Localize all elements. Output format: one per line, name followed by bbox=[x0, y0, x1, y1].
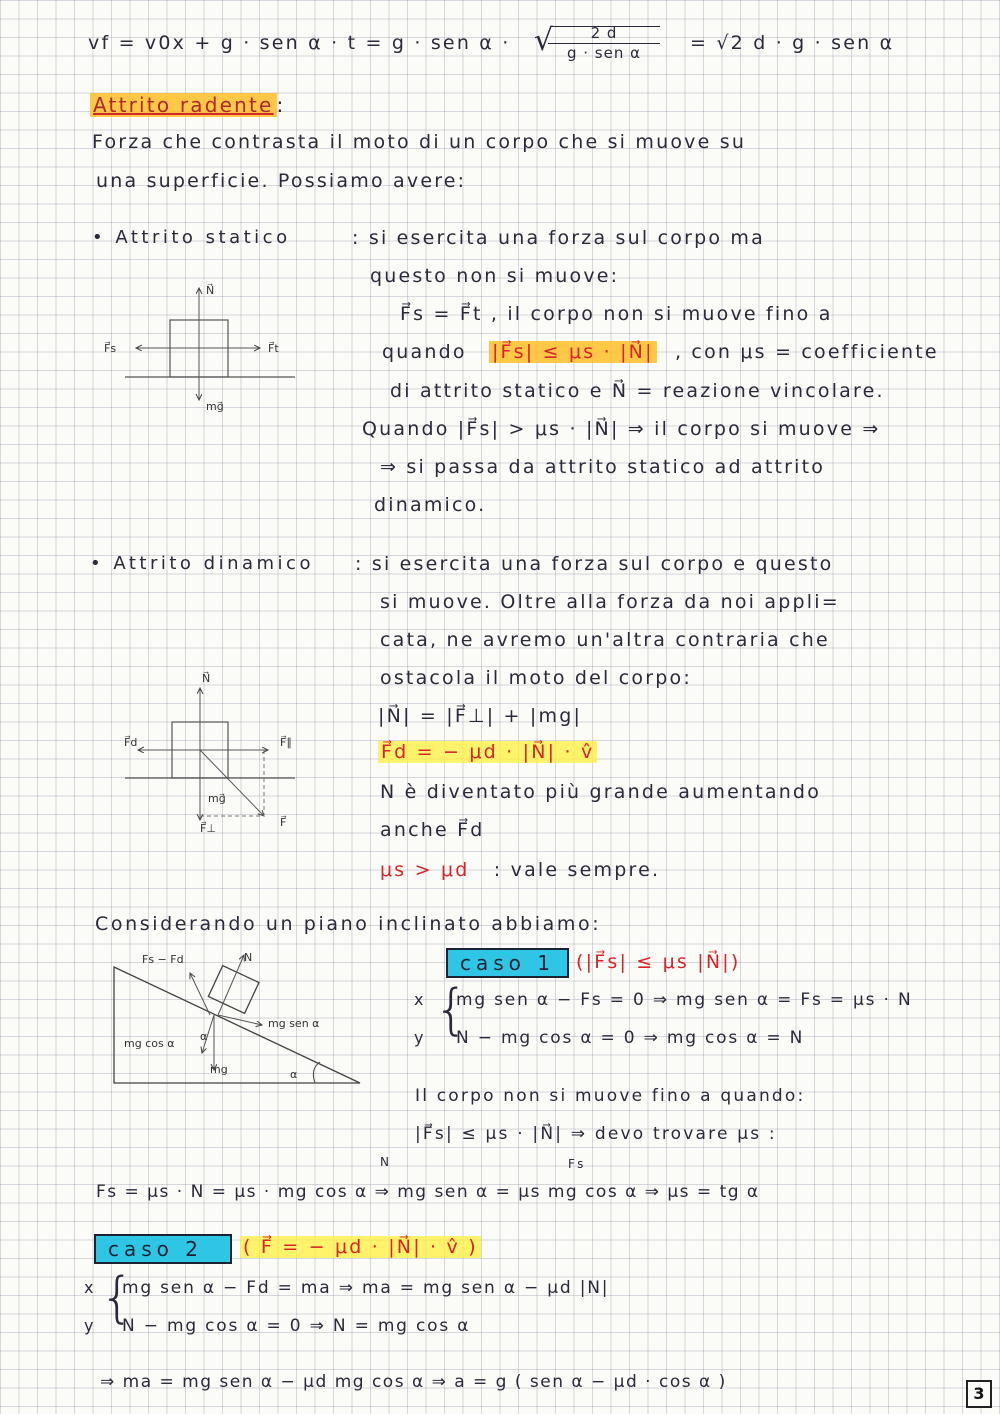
caso1-text-1: Il corpo non si muove fino a quando: bbox=[415, 1086, 806, 1106]
caso1-brace: { bbox=[434, 978, 469, 1041]
intro-line-2: una superficie. Possiamo avere: bbox=[96, 170, 467, 192]
dinamico-mg-label: mg⃗ bbox=[208, 792, 226, 805]
statico-highlight: |F⃗s| ≤ μs · |N⃗| bbox=[489, 341, 657, 363]
vf-formula: vf = v0x + g · sen α · t = g · sen α · bbox=[88, 32, 511, 54]
caso1-label: caso 1 bbox=[446, 948, 569, 978]
caso1-final: Fs = μs · N = μs · mg cos α ⇒ mg sen α = μs mg cos α ⇒ μs = tg α bbox=[96, 1182, 760, 1202]
top-formula bbox=[88, 34, 511, 53]
dinamico-line-3: cata, ne avremo un'altra contraria che bbox=[380, 629, 830, 651]
inclinato-mgcos-label: mg cos α bbox=[124, 1037, 175, 1050]
top-result: = √2 d · g · sen α bbox=[690, 32, 895, 54]
inclinato-fs-fd-label: Fs − Fd bbox=[142, 953, 184, 966]
sqrt-sign: √ bbox=[534, 23, 555, 58]
statico-line-1: : si esercita una forza sul corpo ma bbox=[352, 227, 765, 249]
statico-line-5: di attrito statico e N⃗ = reazione vincolare. bbox=[390, 380, 885, 402]
statico-ft-label: F⃗t bbox=[268, 342, 279, 355]
statico-line-6: Quando |F⃗s| > μs · |N⃗| ⇒ il corpo si muove ⇒ bbox=[362, 418, 881, 440]
dinamico-title: • Attrito dinamico bbox=[90, 553, 314, 574]
statico-diagram bbox=[100, 270, 300, 420]
sqrt-fraction bbox=[534, 20, 660, 62]
inclinato-alpha2-label: α bbox=[200, 1030, 208, 1043]
statico-line-3: F⃗s = F⃗t , il corpo non si muove fino a bbox=[400, 303, 833, 325]
inclinato-mgsen-label: mg sen α bbox=[268, 1017, 320, 1030]
dinamico-fperp-label: F⃗⊥ bbox=[200, 822, 216, 835]
dinamico-n-label: N⃗ bbox=[202, 672, 211, 685]
caso2-label: caso 2 bbox=[94, 1234, 232, 1264]
statico-mg-label: mg⃗ bbox=[206, 400, 224, 413]
dinamico-fd-label: F⃗d bbox=[124, 736, 138, 749]
statico-line-8: dinamico. bbox=[374, 494, 487, 516]
caso1-over-n: N bbox=[380, 1155, 392, 1169]
inclinato-intro: Considerando un piano inclinato abbiamo: bbox=[95, 913, 602, 935]
dinamico-highlight: F⃗d = − μd · |N⃗| · v̂ bbox=[378, 743, 597, 762]
caso1-x-label: x bbox=[414, 990, 426, 1009]
section-heading: Attrito radente : bbox=[90, 95, 285, 115]
statico-title: • Attrito statico bbox=[92, 227, 291, 248]
statico-fs-label: F⃗s bbox=[104, 342, 117, 355]
caso1-text-2: |F⃗s| ≤ μs · |N⃗| ⇒ devo trovare μs : bbox=[415, 1124, 777, 1144]
inclinato-alpha-label: α bbox=[290, 1068, 298, 1081]
dinamico-line-6: N è diventato più grande aumentando bbox=[380, 781, 822, 803]
caso2-x-label: x bbox=[84, 1278, 96, 1297]
dinamico-line-1: : si esercita una forza sul corpo e questo bbox=[355, 553, 834, 575]
dinamico-f-label: F⃗ bbox=[280, 816, 287, 829]
dinamico-line-2: si muove. Oltre alla forza da noi appli= bbox=[380, 591, 840, 613]
caso1-eq-x: mg sen α − Fs = 0 ⇒ mg sen α = Fs = μs · N bbox=[456, 990, 913, 1010]
dinamico-diagram bbox=[100, 670, 300, 840]
statico-line-4: quando |F⃗s| ≤ μs · |N⃗| , con μs = coefficiente bbox=[382, 341, 939, 363]
caso2-y-label: y bbox=[84, 1316, 96, 1335]
caso1-y-label: y bbox=[414, 1028, 426, 1047]
dinamico-ft-label: F⃗∥ bbox=[280, 736, 292, 749]
caso1-over-fs: Fs bbox=[568, 1157, 586, 1171]
inclinato-n-label: N bbox=[244, 951, 253, 964]
intro-line-1: Forza che contrasta il moto di un corpo che si muove su bbox=[92, 131, 747, 153]
caso2-eq-x: mg sen α − Fd = ma ⇒ ma = mg sen α − μd |N| bbox=[122, 1278, 610, 1298]
dinamico-mu: μs > μd : vale sempre. bbox=[380, 859, 661, 881]
sqrt-numerator: 2 d bbox=[590, 24, 618, 42]
statico-line-7: ⇒ si passa da attrito statico ad attrito bbox=[380, 456, 826, 478]
page-number: 3 bbox=[966, 1380, 992, 1408]
inclinato-diagram bbox=[110, 945, 370, 1090]
sqrt-denominator: g · sen α bbox=[566, 44, 642, 62]
dinamico-line-5: |N⃗| = |F⃗⊥| + |mg| bbox=[378, 705, 583, 727]
caso2-final: ⇒ ma = mg sen α − μd mg cos α ⇒ a = g ( sen α − μd · cos α ) bbox=[100, 1372, 727, 1392]
caso2-condition: ( F⃗ = − μd · |N⃗| · v̂ ) bbox=[240, 1238, 481, 1257]
dinamico-line-7: anche F⃗d bbox=[380, 819, 485, 841]
dinamico-line-4: ostacola il moto del corpo: bbox=[380, 667, 692, 689]
caso1-condition: (|F⃗s| ≤ μs |N⃗|) bbox=[576, 951, 741, 973]
caso2-eq-y: N − mg cos α = 0 ⇒ N = mg cos α bbox=[122, 1316, 471, 1336]
statico-n-label: N⃗ bbox=[206, 284, 215, 297]
statico-line-2: questo non si muove: bbox=[370, 265, 620, 287]
caso2-brace: { bbox=[100, 1266, 135, 1329]
inclinato-mg-label: mg bbox=[210, 1063, 228, 1076]
caso1-eq-y: N − mg cos α = 0 ⇒ mg cos α = N bbox=[456, 1028, 805, 1048]
